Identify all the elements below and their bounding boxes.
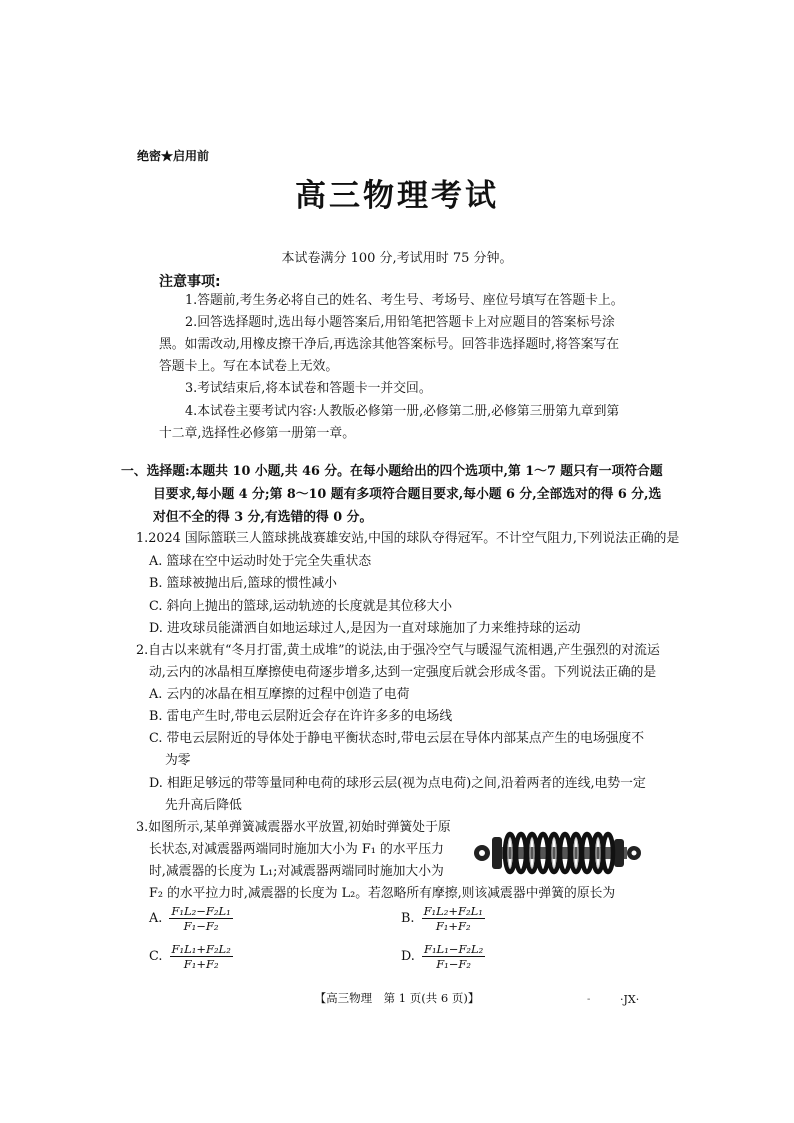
question-3-stem: 3.如图所示,某单弹簧减震器水平放置,初始时弹簧处于原: [136, 820, 451, 835]
question-2-option-a: A. 云内的冰晶在相互摩擦的过程中创造了电荷: [149, 687, 410, 702]
question-2-option-c-cont: 为零: [165, 753, 191, 768]
notes-line: 2.回答选择题时,选出每小题答案后,用铅笔把答题卡上对应题目的答案标号涂: [185, 315, 615, 330]
footer-code: ·JX·: [620, 993, 640, 1006]
notes-line: 答题卡上。写在本试卷上无效。: [159, 359, 339, 374]
question-2-option-b: B. 雷电产生时,带电云层附近会存在许许多多的电场线: [149, 709, 453, 724]
question-1-option-b: B. 篮球被抛出后,篮球的惯性减小: [149, 576, 337, 591]
question-2-option-d: D. 相距足够远的带等量同种电荷的球形云层(视为点电荷)之间,沿着两者的连线,电势一定: [149, 776, 646, 791]
question-1-option-a: A. 篮球在空中运动时处于完全失重状态: [149, 554, 372, 569]
question-3-stem-line: 长状态,对减震器两端同时施加大小为 F₁ 的水平压力: [149, 842, 444, 857]
question-1-stem: 1.2024 国际篮联三人篮球挑战赛雄安站,中国的球队夺得冠军。不计空气阻力,下列说法正确的是: [136, 531, 680, 546]
fraction: $\frac{\text{F₁L₁−F₂L₂}}{\text{F₁−F₂}}$: [423, 942, 484, 971]
notes-title: 注意事项:: [159, 274, 221, 290]
question-3-option-b: B. $\frac{\text{F₁L₂+F₂L₁}}{\text{F₁+F₂}}$: [401, 904, 483, 933]
footer-mark: -: [587, 994, 591, 1005]
question-2-option-d-cont: 先升高后降低: [165, 798, 242, 813]
fraction: $\frac{\text{F₁L₂−F₂L₁}}{\text{F₁−F₂}}$: [171, 904, 231, 933]
page-title: 高三物理考试: [295, 178, 499, 214]
question-3-option-a: A. $\frac{\text{F₁L₂−F₂L₁}}{\text{F₁−F₂}}$: [149, 904, 231, 933]
spring-shock-absorber-icon: [468, 825, 648, 881]
notes-line: 黑。如需改动,用橡皮擦干净后,再选涂其他答案标号。回答非选择题时,将答案写在: [159, 337, 620, 352]
question-3-option-d: D. $\frac{\text{F₁L₁−F₂L₂}}{\text{F₁−F₂}}$: [401, 942, 484, 971]
question-2-stem-line: 动,云内的冰晶相互摩擦使电荷逐步增多,达到一定强度后就会形成冬雷。下列说法正确的是: [149, 665, 657, 680]
fraction: $\frac{\text{F₁L₁+F₂L₂}}{\text{F₁+F₂}}$: [171, 942, 231, 971]
notes-line: 1.答题前,考生务必将自己的姓名、考生号、考场号、座位号填写在答题卡上。: [185, 293, 624, 308]
question-3-stem-line: F₂ 的水平拉力时,减震器的长度为 L₂。若忽略所有摩擦,则该减震器中弹簧的原长为: [149, 886, 616, 901]
fraction: $\frac{\text{F₁L₂+F₂L₁}}{\text{F₁+F₂}}$: [423, 904, 483, 933]
section-heading-line: 对但不全的得 3 分,有选错的得 0 分。: [153, 510, 373, 525]
exam-intro: 本试卷满分 100 分,考试用时 75 分钟。: [281, 251, 513, 266]
question-3-stem-line: 时,减震器的长度为 L₁;对减震器两端同时施加大小为: [149, 864, 444, 879]
page-footer: 【高三物理 第 1 页(共 6 页)】: [314, 991, 480, 1005]
secret-mark: 绝密★启用前: [137, 149, 210, 163]
section-heading-line: 目要求,每小题 4 分;第 8～10 题有多项符合题目要求,每小题 6 分,全部选对的得 6 分,选: [153, 487, 662, 502]
section-heading: 一、选择题:本题共 10 小题,共 46 分。在每小题给出的四个选项中,第 1～7 题只有一项符合题: [121, 464, 663, 479]
question-3-option-c: C. $\frac{\text{F₁L₁+F₂L₂}}{\text{F₁+F₂}}$: [149, 942, 231, 971]
question-2-stem: 2.自古以来就有“冬月打雷,黄土成堆”的说法,由于强冷空气与暖湿气流相遇,产生强烈的对流运: [136, 643, 660, 658]
question-2-option-c: C. 带电云层附近的导体处于静电平衡状态时,带电云层在导体内部某点产生的电场强度不: [149, 731, 645, 746]
notes-line: 4.本试卷主要考试内容:人教版必修第一册,必修第二册,必修第三册第九章到第: [185, 404, 620, 419]
notes-line: 十二章,选择性必修第一册第一章。: [159, 426, 356, 441]
notes-line: 3.考试结束后,将本试卷和答题卡一并交回。: [185, 381, 432, 396]
question-1-option-c: C. 斜向上抛出的篮球,运动轨迹的长度就是其位移大小: [149, 599, 453, 614]
question-1-option-d: D. 进攻球员能潇洒自如地运球过人,是因为一直对球施加了力来维持球的运动: [149, 621, 581, 636]
